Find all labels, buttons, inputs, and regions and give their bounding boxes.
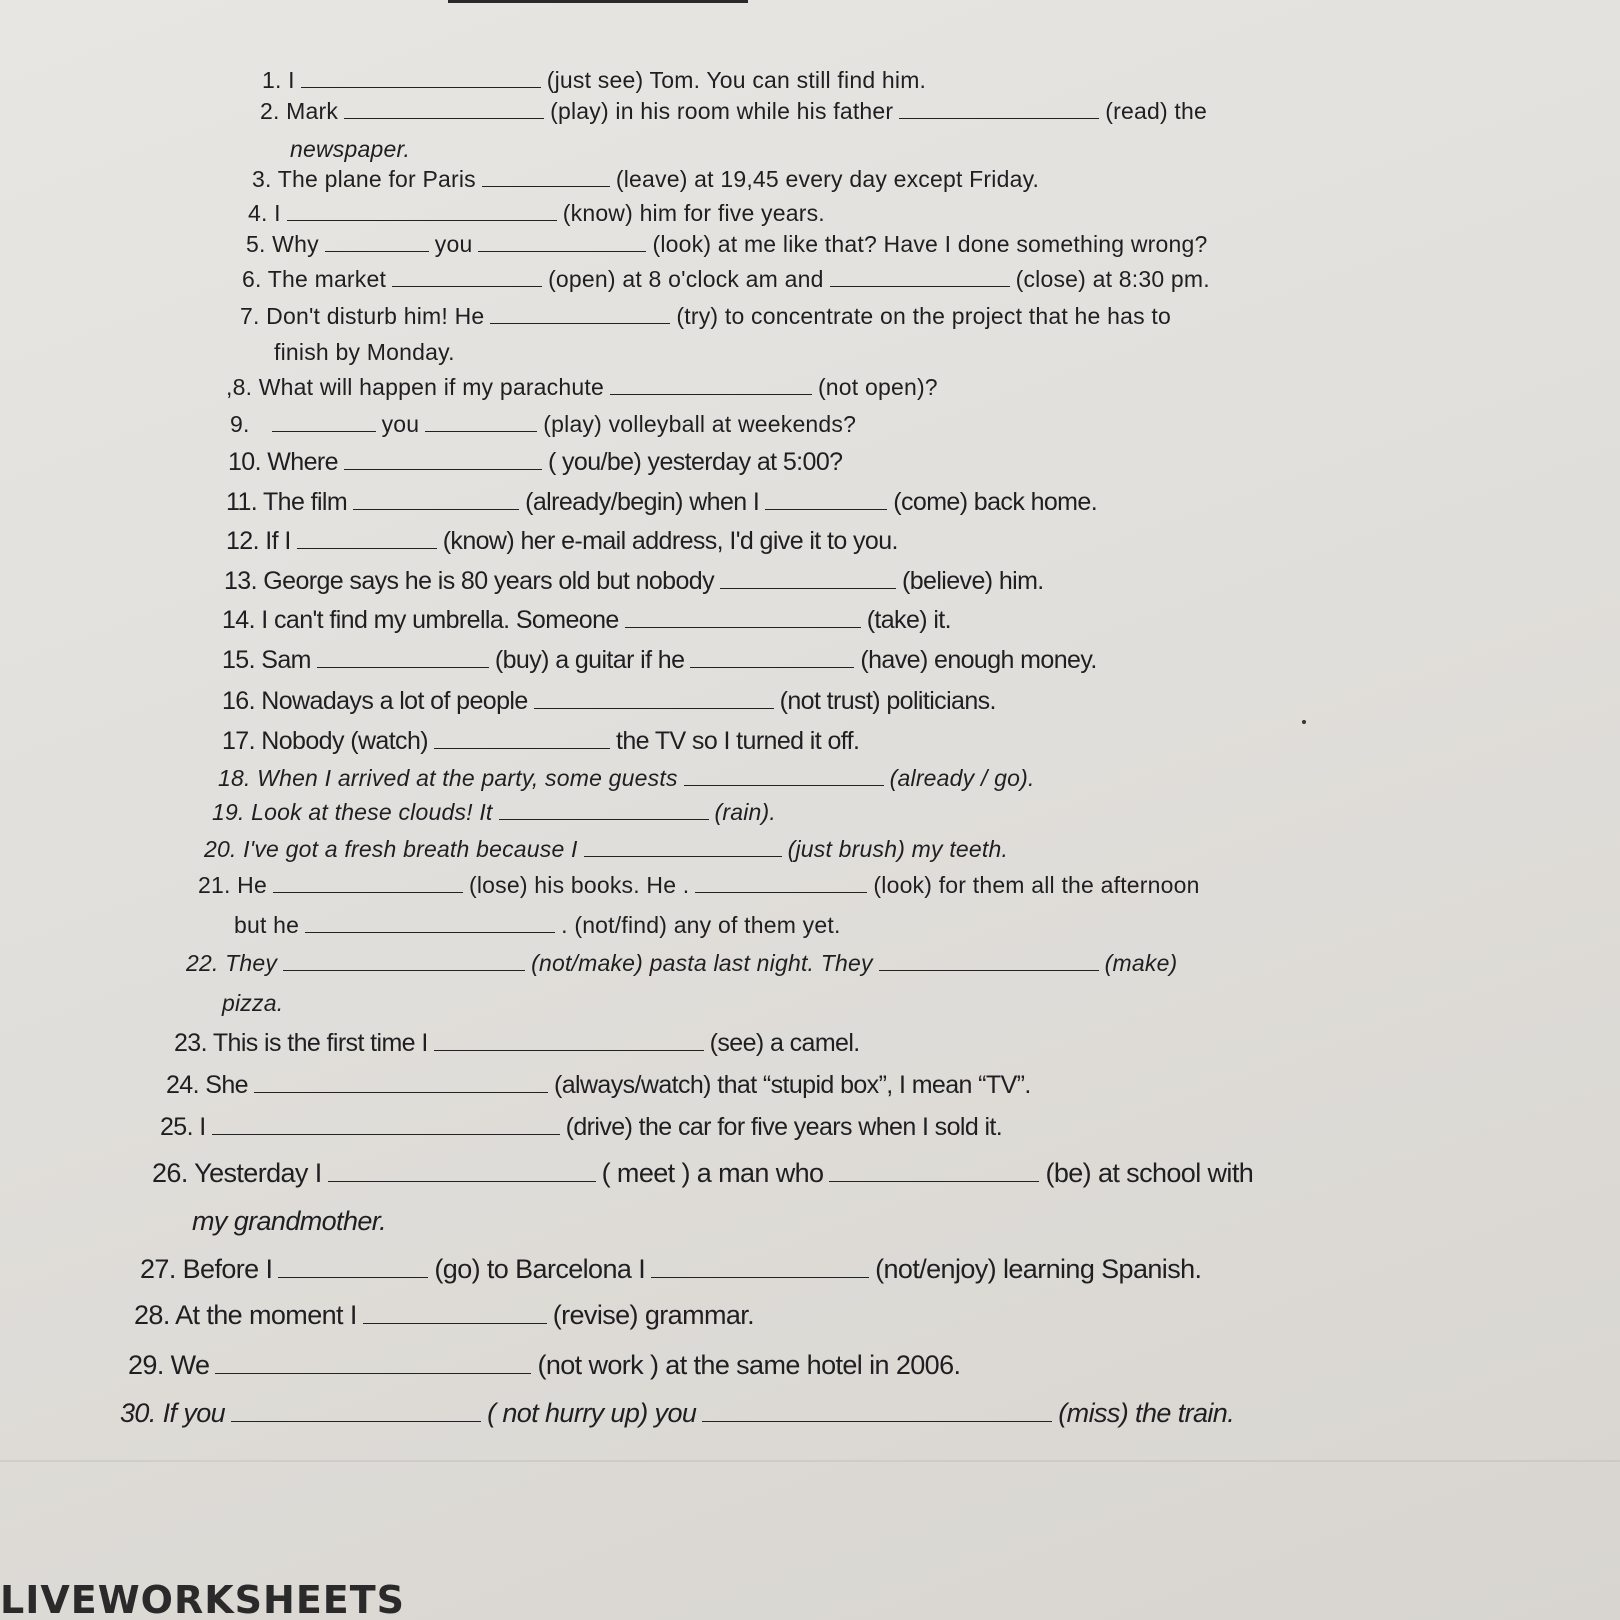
answer-blank[interactable] — [765, 489, 887, 510]
item-11 — [226, 487, 1097, 517]
item-text: (be) at school with — [1045, 1158, 1254, 1188]
item-text: (open) at 8 o'clock am and — [548, 266, 824, 292]
answer-blank[interactable] — [684, 765, 884, 786]
item-text: (look) for them all the afternoon — [873, 872, 1200, 898]
answer-blank[interactable] — [272, 411, 376, 432]
item-text: 10. Where — [228, 448, 338, 476]
item-text: (rain). — [714, 799, 776, 825]
item-28 — [134, 1300, 754, 1330]
answer-blank[interactable] — [254, 1072, 548, 1093]
item-text: (not/enjoy) learning Spanish. — [875, 1254, 1202, 1284]
answer-blank[interactable] — [879, 950, 1099, 971]
item-text: but he — [234, 912, 300, 938]
item-text: (know) him for five years. — [562, 200, 825, 226]
answer-blank[interactable] — [899, 98, 1099, 119]
item-text: (play) in his room while his father — [550, 98, 894, 124]
item-2 — [260, 96, 1207, 126]
item-text: (come) back home. — [893, 488, 1098, 516]
answer-blank[interactable] — [702, 1401, 1052, 1422]
answer-blank[interactable] — [482, 166, 610, 187]
item-text: (already / go). — [889, 765, 1035, 791]
item-7-cont — [274, 337, 455, 367]
item-text: 4. I — [248, 200, 281, 226]
item-text: (always/watch) that “stupid box”, I mean “TV”. — [553, 1071, 1031, 1099]
item-text: 11. The film — [226, 488, 348, 516]
item-text: (just see) Tom. You can still find him. — [546, 67, 927, 93]
item-text: (look) at me like that? Have I done something wrong? — [652, 231, 1208, 257]
item-text: 7. Don't disturb him! He — [240, 303, 485, 329]
item-9 — [230, 409, 856, 439]
item-text: (make) — [1104, 950, 1178, 976]
item-text: ,8. What will happen if my parachute — [226, 374, 604, 400]
item-16 — [222, 686, 996, 716]
answer-blank[interactable] — [584, 836, 782, 857]
answer-blank[interactable] — [325, 231, 429, 252]
answer-blank[interactable] — [344, 449, 542, 470]
item-24 — [166, 1070, 1031, 1100]
answer-blank[interactable] — [328, 1161, 596, 1182]
item-text: 28. At the moment I — [134, 1300, 357, 1330]
item-30 — [120, 1398, 1234, 1428]
item-text: (revise) grammar. — [552, 1300, 755, 1330]
answer-blank[interactable] — [610, 374, 812, 395]
item-text: 20. I've got a fresh breath because I — [204, 836, 578, 862]
answer-blank[interactable] — [830, 266, 1010, 287]
item-3 — [252, 164, 1039, 194]
item-text: 12. If I — [226, 527, 291, 555]
answer-blank[interactable] — [317, 647, 489, 668]
item-15 — [222, 645, 1097, 675]
item-text: finish by Monday. — [274, 339, 455, 365]
answer-blank[interactable] — [363, 1303, 547, 1324]
item-26-cont — [192, 1206, 386, 1236]
answer-blank[interactable] — [829, 1161, 1039, 1182]
answer-blank[interactable] — [720, 568, 896, 589]
item-text: 16. Nowadays a lot of people — [222, 687, 528, 715]
item-text: 21. He — [198, 872, 267, 898]
item-text: (believe) him. — [902, 567, 1044, 595]
answer-blank[interactable] — [283, 950, 525, 971]
item-23 — [174, 1028, 860, 1058]
item-text: . (not/find) any of them yet. — [561, 912, 841, 938]
liveworksheets-brand: LIVEWORKSHEETS — [0, 1578, 406, 1620]
answer-blank[interactable] — [625, 607, 861, 628]
answer-blank[interactable] — [212, 1114, 560, 1135]
item-text: (know) her e-mail address, I'd give it to you. — [442, 527, 898, 555]
item-text: you — [434, 231, 473, 257]
answer-blank[interactable] — [690, 647, 854, 668]
item-29 — [128, 1350, 960, 1380]
item-text: (try) to concentrate on the project that he has to — [676, 303, 1171, 329]
item-text: (already/begin) when I — [525, 488, 760, 516]
item-20 — [204, 834, 1008, 864]
item-text: ( not hurry up) you — [487, 1398, 697, 1428]
item-text: (read) the — [1105, 98, 1207, 124]
item-text: (have) enough money. — [860, 646, 1097, 674]
item-text: you — [381, 411, 420, 437]
item-text: 18. When I arrived at the party, some guests — [218, 765, 678, 791]
item-text: (miss) the train. — [1058, 1398, 1235, 1428]
item-text: 23. This is the first time I — [174, 1029, 428, 1057]
item-4 — [248, 198, 825, 228]
item-text: 26. Yesterday I — [152, 1158, 322, 1188]
item-14 — [222, 605, 951, 635]
item-8 — [226, 372, 938, 402]
item-text: ( meet ) a man who — [601, 1158, 824, 1188]
item-18 — [218, 763, 1035, 793]
item-text: (not open)? — [817, 374, 938, 400]
item-text: 2. Mark — [260, 98, 339, 124]
item-text: (buy) a guitar if he — [494, 646, 685, 674]
answer-blank[interactable] — [215, 1353, 531, 1374]
item-text: 17. Nobody (watch) — [222, 727, 428, 755]
answer-blank[interactable] — [392, 266, 542, 287]
item-text: (drive) the car for five years when I sold it. — [565, 1113, 1003, 1141]
item-text: 24. She — [166, 1071, 248, 1099]
item-2-cont — [290, 134, 410, 164]
item-text: (close) at 8:30 pm. — [1015, 266, 1210, 292]
item-12 — [226, 526, 898, 556]
item-text: my grandmother. — [192, 1206, 387, 1236]
item-text: 3. The plane for Paris — [252, 166, 476, 192]
item-17 — [222, 726, 859, 756]
answer-blank[interactable] — [287, 200, 557, 221]
answer-blank[interactable] — [353, 489, 519, 510]
item-7 — [240, 301, 1171, 331]
item-text: ( you/be) yesterday at 5:00? — [547, 448, 843, 476]
item-text: (not/make) pasta last night. They — [531, 950, 873, 976]
answer-blank[interactable] — [499, 799, 709, 820]
item-22-cont — [222, 988, 283, 1018]
answer-blank[interactable] — [434, 1030, 704, 1051]
item-21 — [198, 870, 1200, 900]
item-text: (just brush) my teeth. — [787, 836, 1009, 862]
item-text: (go) to Barcelona I — [434, 1254, 646, 1284]
item-text: 19. Look at these clouds! It — [212, 799, 493, 825]
item-text: pizza. — [222, 990, 284, 1016]
item-text: (leave) at 19,45 every day except Friday. — [615, 166, 1040, 192]
answer-blank[interactable] — [534, 688, 774, 709]
answer-blank[interactable] — [273, 872, 463, 893]
item-text: (play) volleyball at weekends? — [543, 411, 857, 437]
item-text: 6. The market — [242, 266, 387, 292]
item-6 — [242, 264, 1210, 294]
item-text: (see) a camel. — [709, 1029, 860, 1057]
item-text: 14. I can't find my umbrella. Someone — [222, 606, 619, 634]
item-text: 25. I — [160, 1113, 206, 1141]
answer-blank[interactable] — [651, 1257, 869, 1278]
item-27 — [140, 1254, 1201, 1284]
item-text: 27. Before I — [140, 1254, 273, 1284]
item-21-cont — [234, 910, 841, 940]
answer-blank[interactable] — [278, 1257, 428, 1278]
item-text: 9. — [230, 411, 250, 437]
item-text: 13. George says he is 80 years old but nobody — [224, 567, 714, 595]
item-text: 29. We — [128, 1350, 210, 1380]
item-10 — [228, 447, 842, 477]
item-text: 30. If you — [120, 1398, 226, 1428]
answer-blank[interactable] — [434, 728, 610, 749]
answer-blank[interactable] — [344, 98, 544, 119]
answer-blank[interactable] — [301, 67, 541, 88]
item-text: 15. Sam — [222, 646, 311, 674]
item-text: newspaper. — [290, 136, 411, 162]
item-text: (not trust) politicians. — [779, 687, 996, 715]
item-22 — [186, 948, 1177, 978]
answer-blank[interactable] — [478, 231, 646, 252]
item-19 — [212, 797, 776, 827]
item-text: 22. They — [186, 950, 278, 976]
item-13 — [224, 566, 1044, 596]
item-text: (lose) his books. He . — [468, 872, 690, 898]
answer-blank[interactable] — [425, 411, 537, 432]
item-text: (take) it. — [866, 606, 951, 634]
item-26 — [152, 1158, 1253, 1188]
item-text: 5. Why — [246, 231, 319, 257]
answer-blank[interactable] — [695, 872, 867, 893]
answer-blank[interactable] — [297, 528, 437, 549]
item-25 — [160, 1112, 1002, 1142]
answer-blank[interactable] — [490, 303, 670, 324]
item-5 — [246, 229, 1208, 259]
item-1 — [262, 65, 926, 95]
answer-blank[interactable] — [305, 912, 555, 933]
item-text: 1. I — [262, 67, 295, 93]
answer-blank[interactable] — [231, 1401, 481, 1422]
item-text: the TV so I turned it off. — [615, 727, 860, 755]
item-text: (not work ) at the same hotel in 2006. — [537, 1350, 961, 1380]
